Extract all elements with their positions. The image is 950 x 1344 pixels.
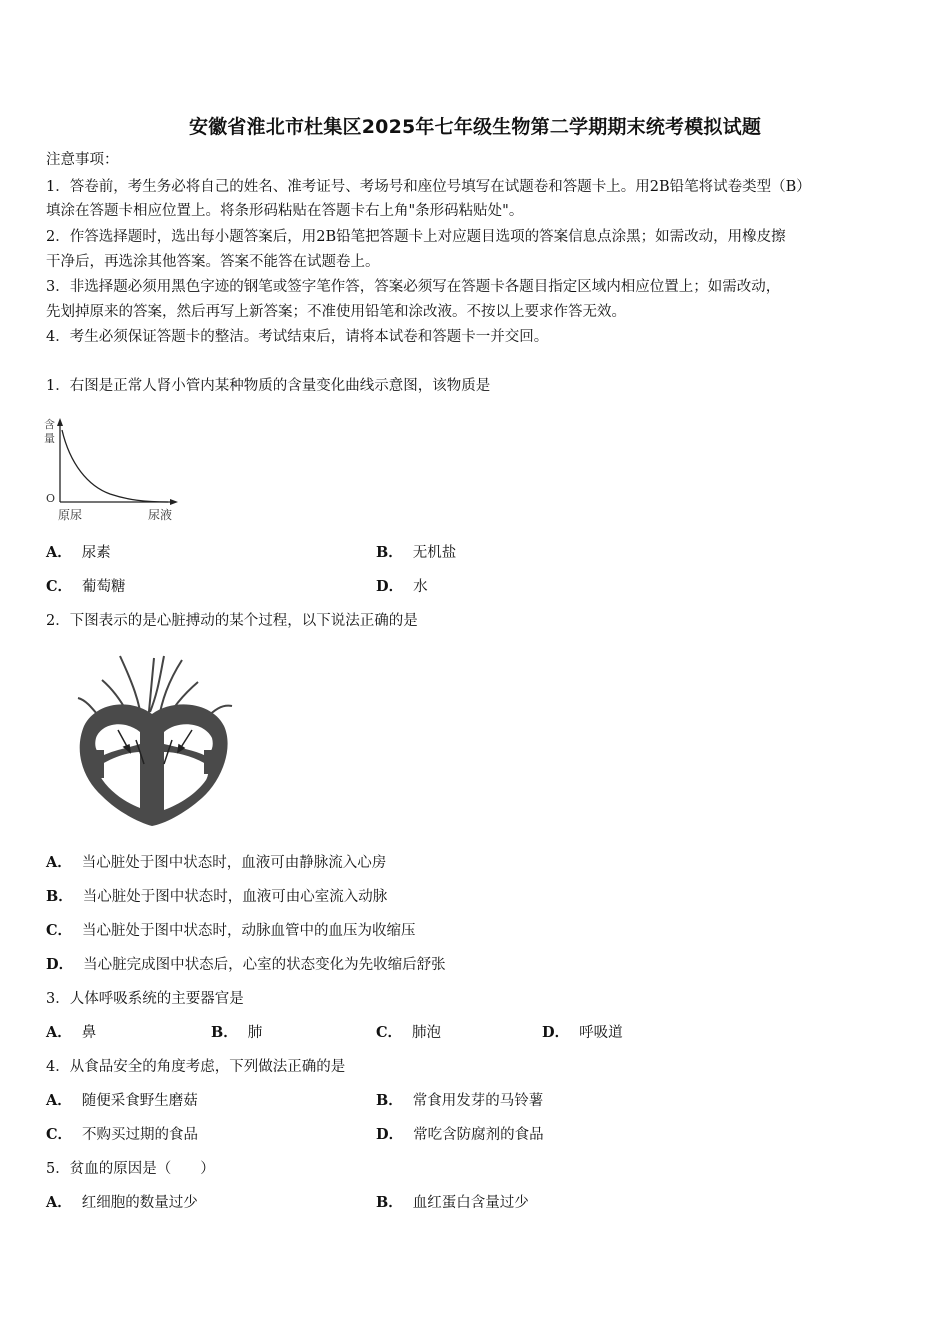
notice-line: 先划掉原来的答案，然后再写上新答案；不准使用铅笔和涂改液。不按以上要求作答无效。 — [46, 304, 626, 320]
y-axis-label: 含 — [44, 418, 55, 431]
option-c: C． 肺泡 — [376, 1024, 442, 1041]
option-a: A． 尿素 — [46, 544, 111, 561]
x-start-label: 原尿 — [58, 508, 83, 522]
option-d: D． 呼吸道 — [542, 1024, 623, 1041]
y-axis-label: 量 — [44, 432, 55, 445]
option-b: B． 常食用发芽的马铃薯 — [376, 1092, 544, 1109]
option-c: C． 不购买过期的食品 — [46, 1126, 199, 1143]
question-stem-5: 5．贫血的原因是（ ） — [46, 1161, 215, 1177]
notice-line: 1．答卷前，考生务必将自己的姓名、准考证号、考场号和座位号填写在试题卷和答题卡上。用2B铅笔将试卷类型（B） — [46, 179, 811, 195]
option-b: B． 肺 — [211, 1024, 263, 1041]
option-d: D． 水 — [376, 578, 428, 595]
y-axis-arrow — [57, 418, 63, 426]
question-stem-2: 2．下图表示的是心脏搏动的某个过程，以下说法正确的是 — [46, 613, 418, 629]
notice-line: 2．作答选择题时，选出每小题答案后，用2B铅笔把答题卡上对应题目选项的答案信息点涂黑；如需改动，用橡皮擦 — [46, 229, 786, 245]
page-title: 安徽省淮北市杜集区2025年七年级生物第二学期期末统考模拟试题 — [188, 116, 762, 138]
notice-line: 干净后，再选涂其他答案。答案不能答在试题卷上。 — [46, 254, 380, 270]
x-axis-arrow — [170, 499, 178, 505]
concentration-curve-figure — [40, 414, 190, 526]
x-end-label: 尿液 — [148, 508, 173, 522]
option-a: A． 当心脏处于图中状态时，血液可由静脉流入心房 — [46, 854, 387, 871]
notice-line: 填涂在答题卡相应位置上。将条形码粘贴在答题卡右上角"条形码粘贴处"。 — [46, 203, 524, 219]
option-a: A． 红细胞的数量过少 — [46, 1194, 198, 1211]
origin-label: O — [46, 492, 56, 505]
option-b: B． 无机盐 — [376, 544, 457, 561]
option-d: D． 当心脏完成图中状态后，心室的状态变化为先收缩后舒张 — [46, 956, 446, 973]
heart-diagram — [72, 652, 237, 832]
option-c: C． 葡萄糖 — [46, 578, 126, 595]
option-b: B． 血红蛋白含量过少 — [376, 1194, 529, 1211]
question-stem-4: 4．从食品安全的角度考虑，下列做法正确的是 — [46, 1059, 346, 1075]
option-a: A． 随便采食野生磨菇 — [46, 1092, 198, 1109]
notice-heading: 注意事项： — [46, 152, 119, 168]
option-d: D． 常吃含防腐剂的食品 — [376, 1126, 544, 1143]
concentration-curve — [62, 430, 168, 502]
notice-line: 3．非选择题必须用黑色字迹的钢笔或签字笔作答，答案必须写在答题卡各题目指定区域内相应位置上；如需改动， — [46, 279, 781, 295]
notice-line: 4．考生必须保证答题卡的整洁。考试结束后，请将本试卷和答题卡一并交回。 — [46, 329, 549, 345]
option-a: A． 鼻 — [46, 1024, 97, 1041]
question-stem-3: 3．人体呼吸系统的主要器官是 — [46, 991, 244, 1007]
option-c: C． 当心脏处于图中状态时，动脉血管中的血压为收缩压 — [46, 922, 416, 939]
option-b: B． 当心脏处于图中状态时，血液可由心室流入动脉 — [46, 888, 388, 905]
question-stem-1: 1．右图是正常人肾小管内某种物质的含量变化曲线示意图，该物质是 — [46, 378, 491, 394]
